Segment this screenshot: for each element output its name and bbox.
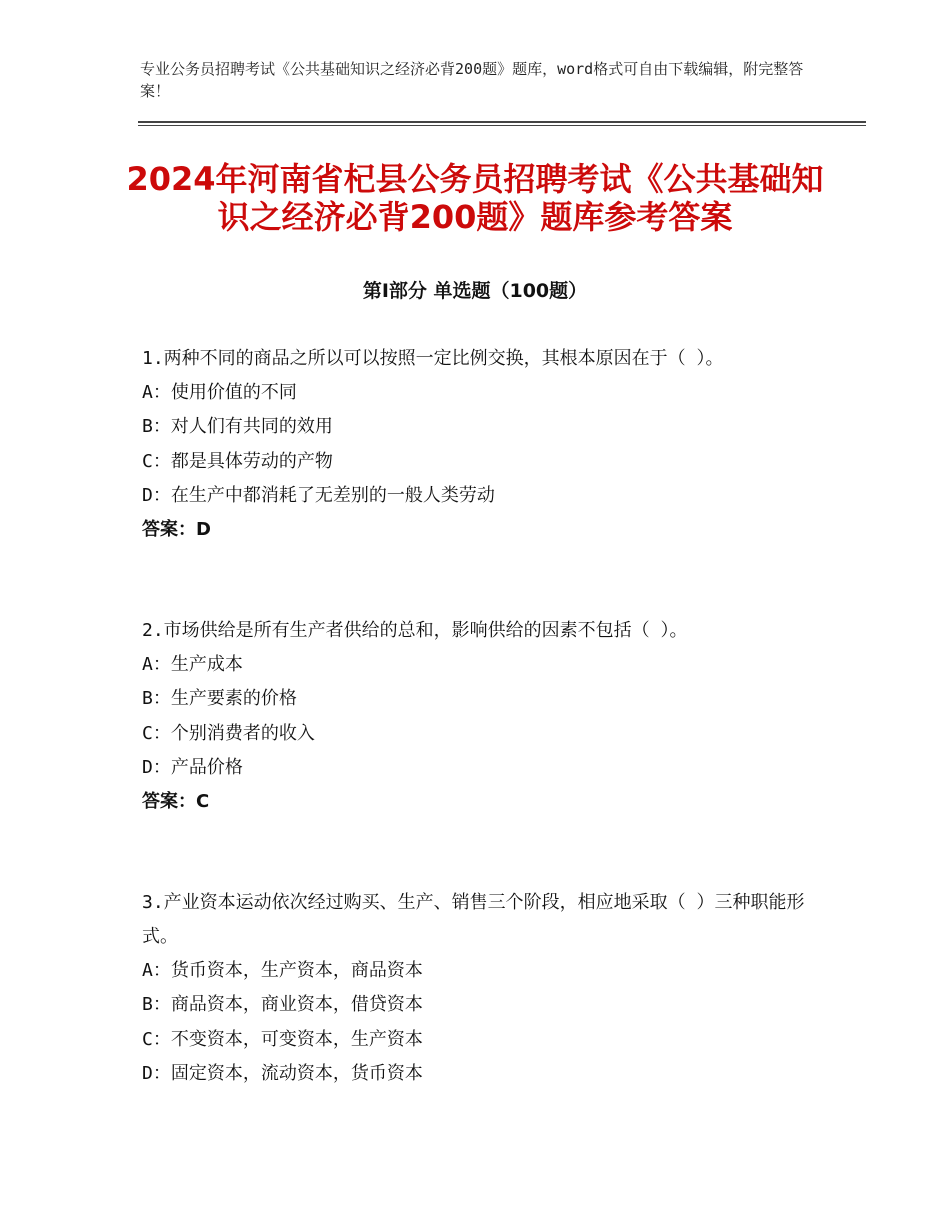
document-title: 2024年河南省杞县公务员招聘考试《公共基础知识之经济必背200题》题库参考答案 — [126, 160, 824, 236]
answer-label: 答案：D — [142, 519, 211, 541]
option-a: A：使用价值的不同 — [142, 382, 297, 403]
answer-label: 答案：C — [142, 791, 210, 813]
option-b: B：生产要素的价格 — [142, 688, 297, 710]
option-d: D：在生产中都消耗了无差别的一般人类劳动 — [142, 484, 495, 506]
question-3 — [142, 886, 822, 1091]
option-c: C：个别消费者的收入 — [142, 722, 315, 744]
question-2 — [142, 614, 822, 819]
option-d: D：固定资本，流动资本，货币资本 — [142, 1062, 423, 1084]
question-1 — [142, 342, 822, 547]
question-stem: 1.两种不同的商品之所以可以按照一定比例交换，其根本原因在于（ ）。 — [142, 348, 724, 369]
section-title: 第Ⅰ部分 单选题（100题） — [362, 280, 588, 302]
header-note: 专业公务员招聘考试《公共基础知识之经济必背200题》题库，word格式可自由下载编辑，附完整答案！ — [140, 60, 804, 100]
option-a: A：货币资本，生产资本，商品资本 — [142, 960, 423, 981]
question-stem: 3.产业资本运动依次经过购买、生产、销售三个阶段，相应地采取（ ）三种职能形式。 — [142, 892, 805, 947]
header-divider-thin — [138, 125, 866, 126]
option-c: C：都是具体劳动的产物 — [142, 450, 333, 472]
option-d: D：产品价格 — [142, 756, 243, 778]
option-b: B：对人们有共同的效用 — [142, 416, 333, 438]
question-stem: 2.市场供给是所有生产者供给的总和，影响供给的因素不包括（ ）。 — [142, 620, 688, 641]
header-divider — [138, 121, 866, 123]
option-a: A：生产成本 — [142, 654, 243, 675]
option-b: B：商品资本，商业资本，借贷资本 — [142, 994, 423, 1016]
option-c: C：不变资本，可变资本，生产资本 — [142, 1028, 423, 1050]
